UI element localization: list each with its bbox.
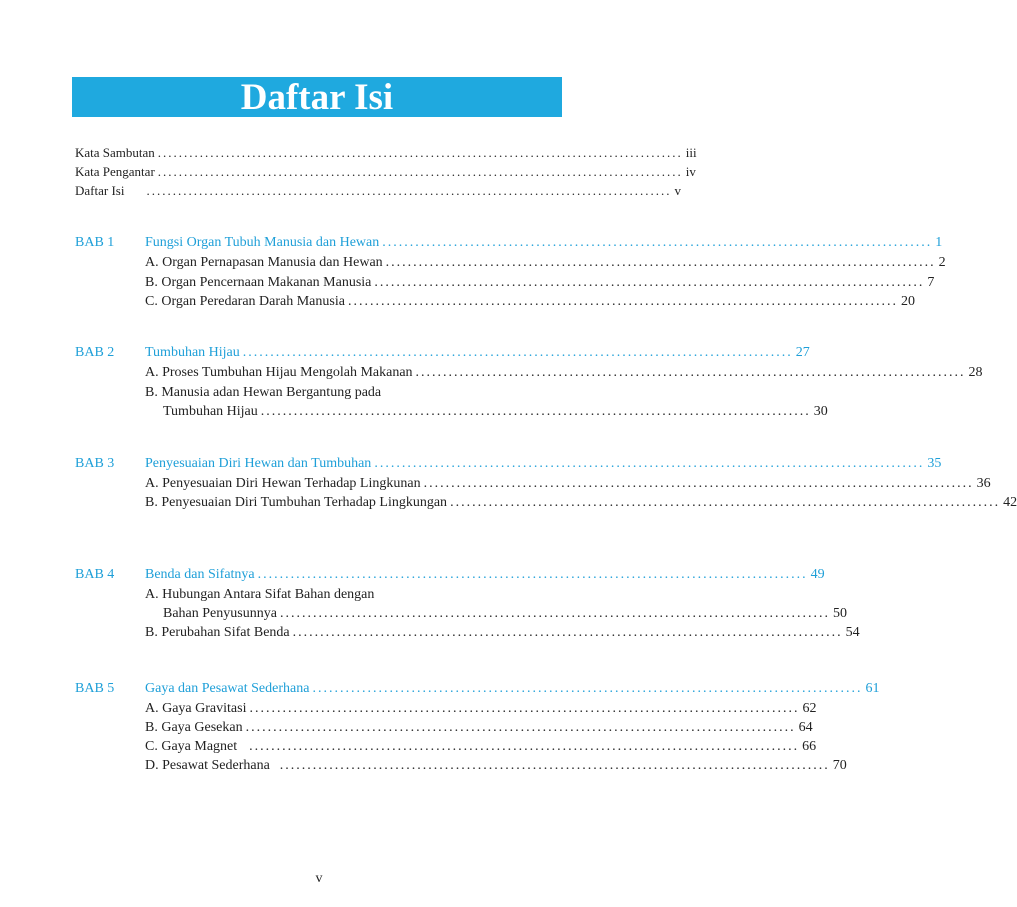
subentry-label: A. Organ Pernapasan Manusia dan Hewan	[145, 255, 383, 270]
subentry-label: A. Penyesuaian Diri Hewan Terhadap Lingkunan	[145, 476, 421, 491]
subentry-label: B. Penyesuaian Diri Tumbuhan Terhadap Lingkungan	[145, 495, 448, 510]
toc-leader-dots: ....................................................................................................	[157, 145, 683, 160]
chapter-page: 1	[935, 235, 943, 250]
toc-leader-dots: ....................................................................................................	[385, 255, 936, 270]
subentry-page: 28	[968, 365, 983, 380]
chapter-number: BAB 3	[75, 456, 115, 471]
chapter-entry	[145, 345, 810, 361]
toc-leader-dots: ....................................................................................................	[415, 365, 966, 380]
toc-leader-dots: ....................................................................................................	[450, 495, 1001, 510]
toc-entry-label: Kata Sambutan	[75, 145, 155, 160]
toc-leader-dots: ....................................................................................................	[249, 739, 800, 754]
subentry-label: B. Perubahan Sifat Benda	[145, 625, 290, 640]
toc-leader-dots: ....................................................................................................	[249, 701, 800, 716]
subentry-page: 42	[1003, 495, 1017, 510]
chapter-page: 27	[795, 345, 810, 360]
toc-subentry	[145, 255, 946, 271]
toc-leader-dots: ....................................................................................................	[279, 758, 830, 773]
chapter-page: 61	[865, 681, 880, 696]
toc-entry-front	[75, 183, 681, 199]
subentry-page: 62	[802, 701, 817, 716]
toc-leader-dots: ....................................................................................................	[374, 456, 925, 471]
chapter-entry	[145, 235, 943, 251]
toc-subentry	[145, 625, 860, 641]
title-banner	[72, 77, 562, 117]
toc-entry-page: iii	[685, 145, 697, 160]
toc-leader-dots: ....................................................................................................	[245, 720, 796, 735]
chapter-number: BAB 5	[75, 681, 115, 696]
subentry-page: 64	[798, 720, 813, 735]
chapter-entry	[145, 681, 880, 697]
subentry-page: 50	[832, 606, 847, 621]
subentry-page: 36	[976, 476, 991, 491]
toc-leader-dots: ....................................................................................................	[257, 567, 808, 582]
chapter-page: 35	[927, 456, 942, 471]
subentry-page: 2	[938, 255, 946, 270]
toc-leader-dots: ....................................................................................................	[242, 345, 793, 360]
chapter-number: BAB 2	[75, 345, 115, 360]
subentry-label: A. Proses Tumbuhan Hijau Mengolah Makanan	[145, 365, 413, 380]
toc-subentry	[145, 720, 813, 736]
toc-subentry	[145, 758, 847, 774]
subentry-page: 54	[845, 625, 860, 640]
subentry-label: A. Gaya Gravitasi	[145, 701, 247, 716]
toc-subentry	[145, 476, 991, 492]
toc-leader-dots: ....................................................................................................	[260, 404, 811, 419]
toc-subentry	[145, 739, 817, 755]
chapter-page: 49	[810, 567, 825, 582]
toc-leader-dots: ....................................................................................................	[146, 183, 672, 198]
toc-leader-dots: ....................................................................................................	[312, 681, 863, 696]
toc-entry-front	[75, 145, 697, 161]
toc-entry-label: Daftar Isi	[75, 183, 125, 198]
toc-entry-page: v	[674, 183, 681, 198]
toc-subentry	[163, 606, 847, 622]
chapter-title: Fungsi Organ Tubuh Manusia dan Hewan	[145, 235, 380, 250]
chapter-title: Penyesuaian Diri Hewan dan Tumbuhan	[145, 456, 372, 471]
subentry-label: Bahan Penyusunnya	[163, 606, 277, 621]
page-number: v	[315, 871, 323, 886]
toc-entry-label: Kata Pengantar	[75, 164, 155, 179]
subentry-label: Tumbuhan Hijau	[163, 404, 258, 419]
toc-leader-dots: ....................................................................................................	[292, 625, 843, 640]
subentry-label: B. Manusia adan Hewan Bergantung pada	[145, 385, 382, 400]
toc-leader-dots: ....................................................................................................	[382, 235, 933, 250]
toc-leader-dots: ....................................................................................................	[279, 606, 830, 621]
toc-subentry	[145, 275, 935, 291]
chapter-number: BAB 4	[75, 567, 115, 582]
subentry-label: D. Pesawat Sederhana	[145, 758, 270, 773]
chapter-title: Gaya dan Pesawat Sederhana	[145, 681, 310, 696]
subentry-label: B. Gaya Gesekan	[145, 720, 243, 735]
toc-subentry	[145, 495, 1017, 511]
subentry-page: 7	[927, 275, 935, 290]
chapter-entry	[145, 456, 942, 472]
subentry-label: A. Hubungan Antara Sifat Bahan dengan	[145, 587, 375, 602]
toc-subentry	[145, 365, 983, 381]
chapter-number: BAB 1	[75, 235, 115, 250]
toc-leader-dots: ....................................................................................................	[374, 275, 925, 290]
toc-leader-dots: ....................................................................................................	[157, 164, 683, 179]
toc-entry-page: iv	[685, 164, 696, 179]
subentry-label: C. Gaya Magnet	[145, 739, 238, 754]
subentry-page: 70	[832, 758, 847, 773]
toc-entry-front	[75, 164, 696, 180]
toc-subentry	[145, 701, 817, 717]
toc-leader-dots: ....................................................................................................	[423, 476, 974, 491]
subentry-label: B. Organ Pencernaan Makanan Manusia	[145, 275, 372, 290]
subentry-page: 66	[802, 739, 817, 754]
chapter-entry	[145, 567, 825, 583]
subentry-page: 30	[813, 404, 828, 419]
chapter-title: Tumbuhan Hijau	[145, 345, 240, 360]
toc-leader-dots: ....................................................................................................	[347, 294, 898, 309]
page-title: Daftar Isi	[240, 77, 394, 118]
subentry-label: C. Organ Peredaran Darah Manusia	[145, 294, 345, 309]
chapter-title: Benda dan Sifatnya	[145, 567, 255, 582]
subentry-page: 20	[900, 294, 915, 309]
toc-subentry	[163, 404, 828, 420]
toc-subentry	[145, 294, 915, 310]
